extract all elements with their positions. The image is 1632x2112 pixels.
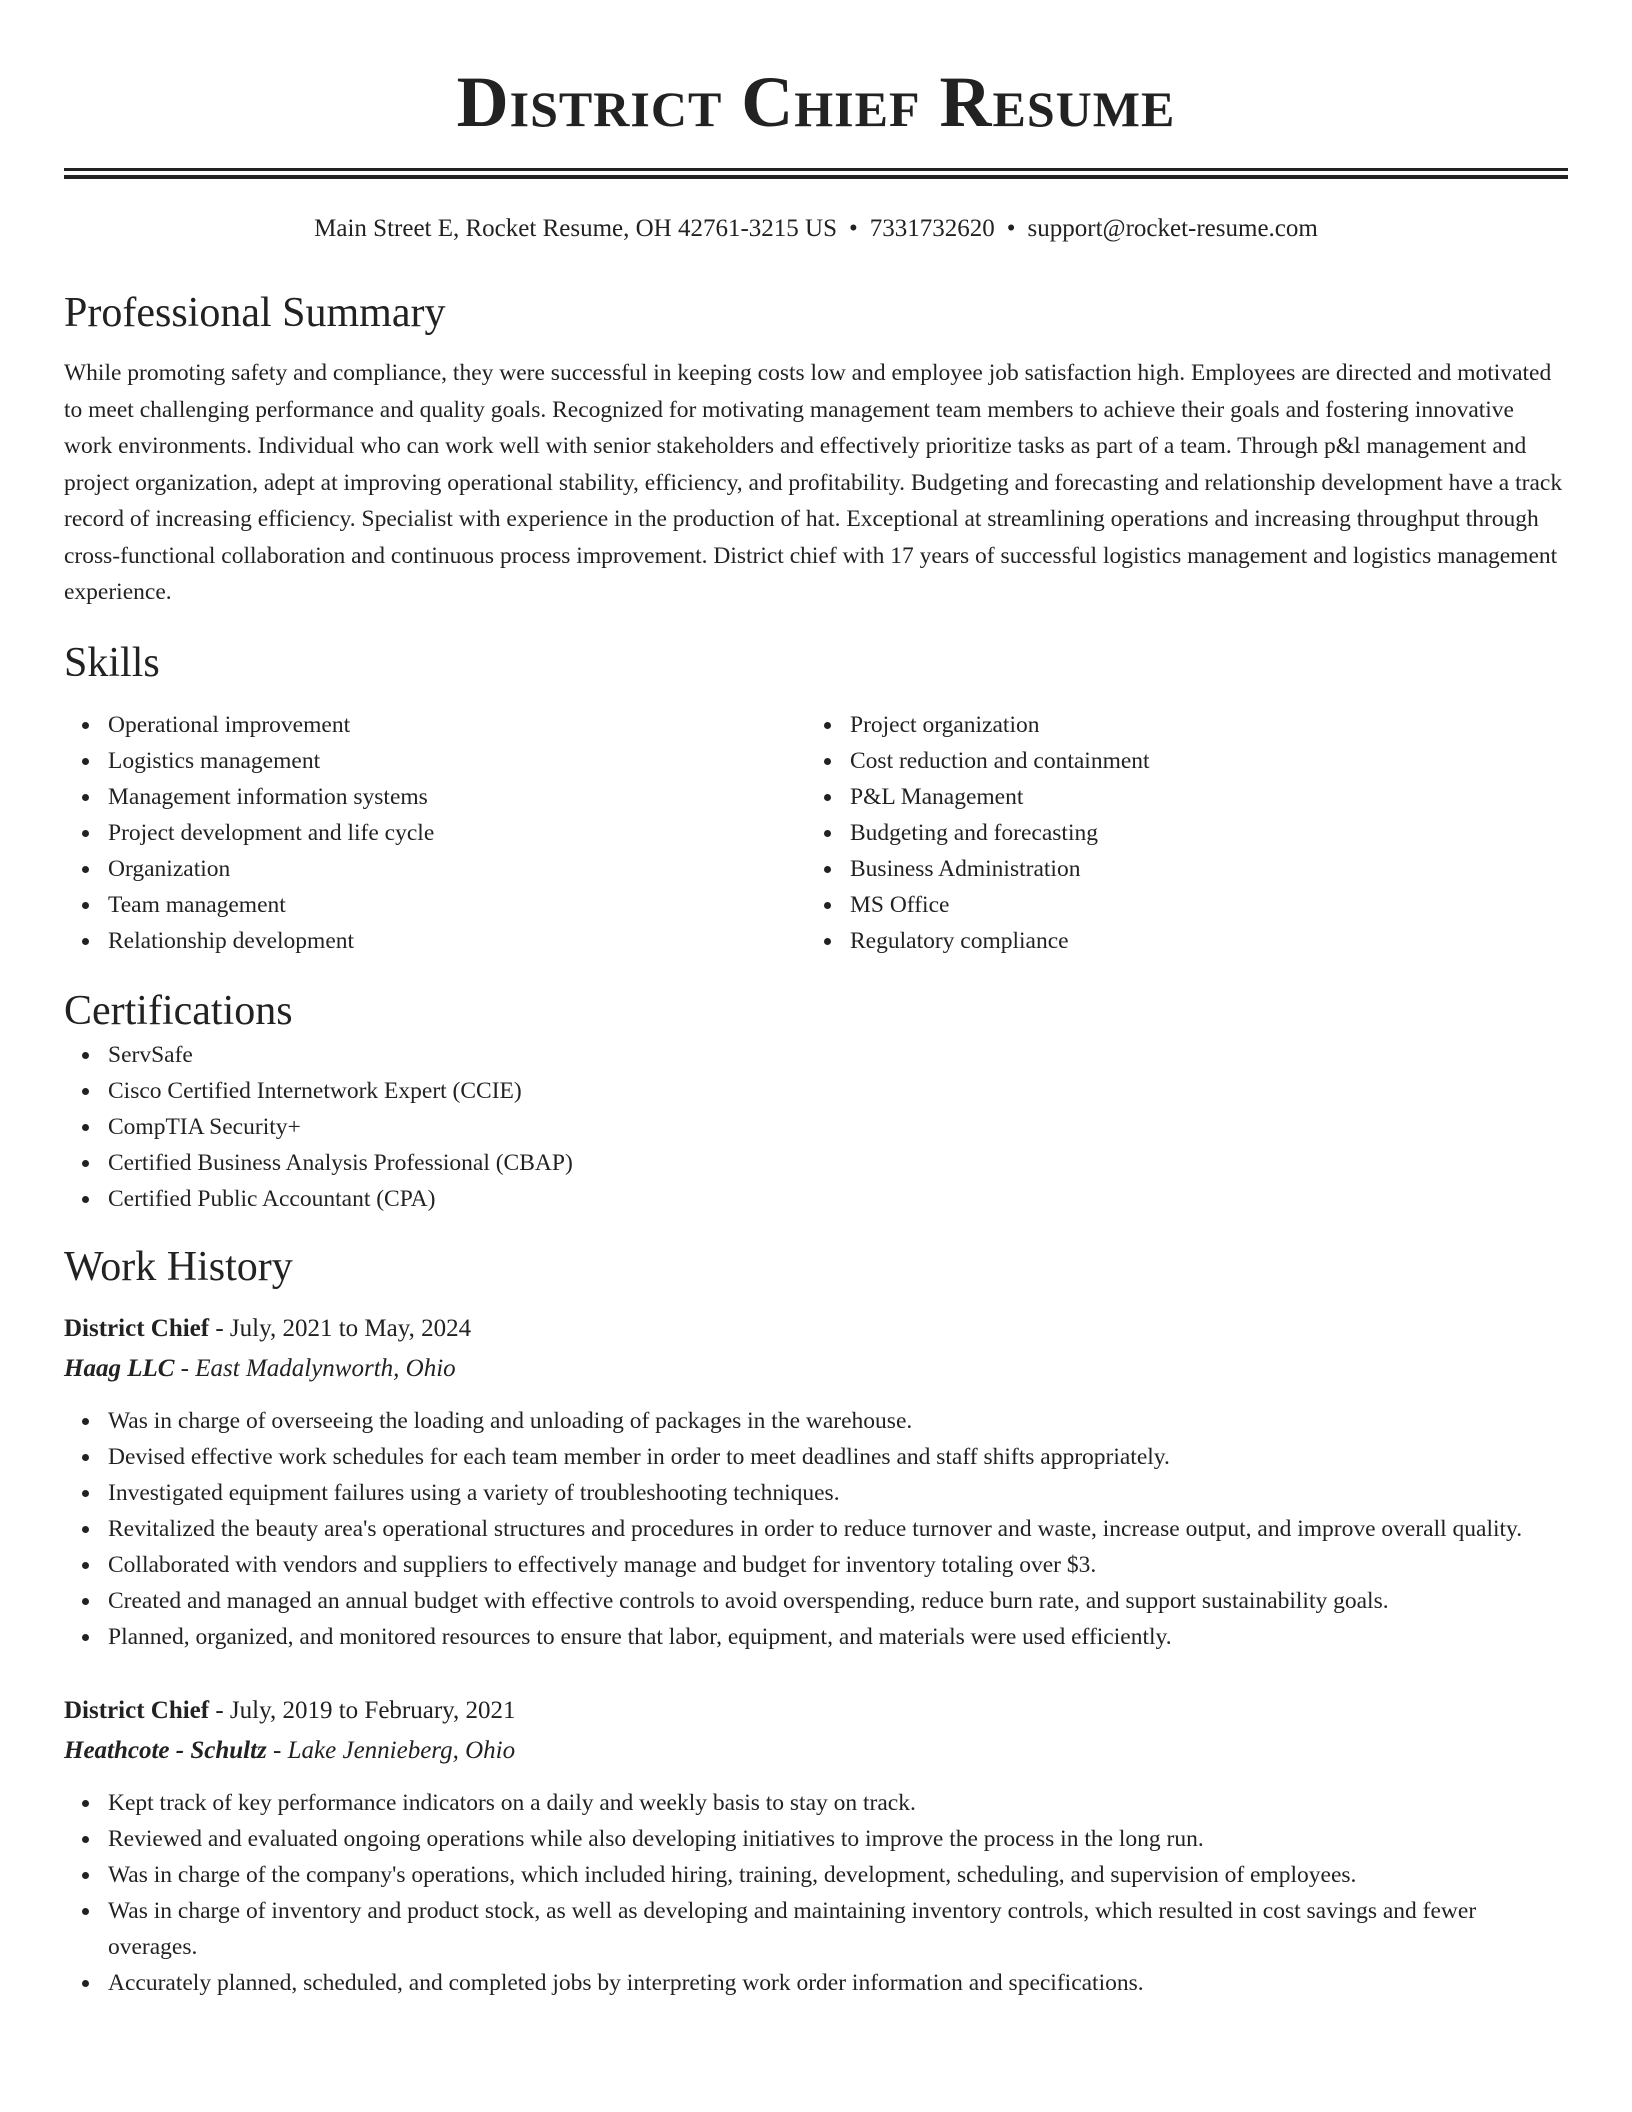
- job-bullet: Accurately planned, scheduled, and completed jobs by interpreting work order information and specifications.: [108, 1965, 1568, 2001]
- job-bullet: Collaborated with vendors and suppliers to effectively manage and budget for inventory totaling over $3.: [108, 1547, 1568, 1583]
- job-title: District Chief: [64, 1314, 210, 1342]
- certification-item: ServSafe: [108, 1037, 1568, 1073]
- skills-column-left: [64, 707, 806, 959]
- skills-list-right: [806, 707, 1548, 959]
- contact-phone: 7331732620: [869, 215, 995, 242]
- certification-item: Certified Business Analysis Professional (CBAP): [108, 1145, 1568, 1181]
- skill-item: Cost reduction and containment: [850, 743, 1548, 779]
- contact-email: support@rocket-resume.com: [1027, 215, 1318, 242]
- job-bullet: Created and managed an annual budget with effective controls to avoid overspending, reduce burn rate, and support sustainability goals.: [108, 1583, 1568, 1619]
- contact-line: [64, 213, 1568, 245]
- skills-column-right: [806, 707, 1548, 959]
- skill-item: Team management: [108, 887, 806, 923]
- skill-item: Logistics management: [108, 743, 806, 779]
- skill-item: MS Office: [850, 887, 1548, 923]
- job-location: - East Madalynworth, Ohio: [174, 1354, 456, 1382]
- job-company-line: [64, 1349, 1568, 1389]
- job-title-line: [64, 1309, 1568, 1349]
- skill-item: Management information systems: [108, 779, 806, 815]
- job-company-line: [64, 1731, 1568, 1771]
- certification-item: Cisco Certified Internetwork Expert (CCIE): [108, 1073, 1568, 1109]
- summary-text: While promoting safety and compliance, they were successful in keeping costs low and employee job satisfaction high. Employees are directed and motivated to meet challenging performance and quality goals. Recognized for motivating management team members to achieve their goals and fostering innovative work environments. Individual who can work well with senior stakeholders and effectively prioritize tasks as part of a team. Through p&l management and project organization, adept at improving operational stability, efficiency, and profitability. Budgeting and forecasting and relationship development have a track record of increasing efficiency. Specialist with experience in the production of hat. Exceptional at streamlining operations and increasing throughput through cross-functional collaboration and continuous process improvement. District chief with 17 years of successful logistics management and logistics management experience.: [64, 360, 1563, 605]
- job-bullets: [64, 1403, 1568, 1655]
- skill-item: Business Administration: [850, 851, 1548, 887]
- resume-title: District Chief Resume: [456, 62, 1176, 142]
- skills-grid: [64, 707, 1568, 959]
- job-title-line: [64, 1691, 1568, 1731]
- contact-separator: •: [849, 215, 858, 242]
- certifications-heading: Certifications: [64, 987, 293, 1034]
- job-entry: [64, 1691, 1568, 2001]
- certification-item: Certified Public Accountant (CPA): [108, 1181, 1568, 1217]
- skill-item: Project organization: [850, 707, 1548, 743]
- certification-item: CompTIA Security+: [108, 1109, 1568, 1145]
- title-divider: [64, 168, 1568, 179]
- job-title: District Chief: [64, 1696, 210, 1724]
- skill-item: Operational improvement: [108, 707, 806, 743]
- job-company: Heathcote - Schultz: [64, 1736, 267, 1764]
- job-bullet: Devised effective work schedules for each team member in order to meet deadlines and staff shifts appropriately.: [108, 1439, 1568, 1475]
- summary-heading: Professional Summary: [64, 290, 446, 336]
- job-bullet: Kept track of key performance indicators on a daily and weekly basis to stay on track.: [108, 1785, 1568, 1821]
- contact-separator: •: [1006, 215, 1016, 242]
- job-dates: - July, 2021 to May, 2024: [209, 1314, 472, 1342]
- job-dates: - July, 2019 to February, 2021: [209, 1696, 516, 1724]
- job-bullet: Investigated equipment failures using a variety of troubleshooting techniques.: [108, 1475, 1568, 1511]
- job-bullet: Planned, organized, and monitored resources to ensure that labor, equipment, and materials were used efficiently.: [108, 1619, 1568, 1655]
- contact-address: Main Street E, Rocket Resume, OH 42761-3215 US: [314, 215, 838, 242]
- job-bullet: Was in charge of inventory and product stock, as well as developing and maintaining inventory controls, which resulted in cost savings and fewer overages.: [108, 1893, 1568, 1965]
- skill-item: Budgeting and forecasting: [850, 815, 1548, 851]
- job-entry: [64, 1309, 1568, 1655]
- skill-item: Regulatory compliance: [850, 923, 1548, 959]
- certifications-list: [64, 1037, 1568, 1217]
- job-company: Haag LLC: [64, 1354, 175, 1382]
- job-bullet: Was in charge of the company's operations, which included hiring, training, development, scheduling, and supervision of employees.: [108, 1857, 1568, 1893]
- job-bullets: [64, 1785, 1568, 2001]
- work-history-heading: Work History: [64, 1243, 293, 1290]
- skills-heading: Skills: [64, 639, 160, 686]
- skill-item: Relationship development: [108, 923, 806, 959]
- skills-list-left: [64, 707, 806, 959]
- skill-item: Organization: [108, 851, 806, 887]
- job-bullet: Was in charge of overseeing the loading and unloading of packages in the warehouse.: [108, 1403, 1568, 1439]
- job-location: - Lake Jennieberg, Ohio: [266, 1736, 516, 1764]
- skill-item: Project development and life cycle: [108, 815, 806, 851]
- job-bullet: Revitalized the beauty area's operational structures and procedures in order to reduce turnover and waste, increase output, and improve overall quality.: [108, 1511, 1568, 1547]
- skill-item: P&L Management: [850, 779, 1548, 815]
- job-bullet: Reviewed and evaluated ongoing operations while also developing initiatives to improve the process in the long run.: [108, 1821, 1568, 1857]
